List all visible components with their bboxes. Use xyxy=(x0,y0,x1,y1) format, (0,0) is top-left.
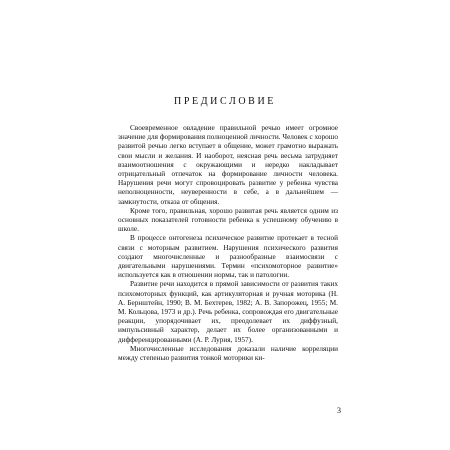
body-text xyxy=(118,124,338,363)
paragraph-1: Своевременное овладение правильной речью имеет огромное значение для формирования полноценной личности. Человек с хорошо развитой речью легко вступает в общение, может грамотно выражать свои мысли и желания. И наоборот, неясная речь весьма затрудняет взаимоотношения с окружающими и нередко накладывает отрицательный отпечаток на формирование личности человека. Нарушения речи могут спровоцировать развитие у ребенка чувства неполноценности, неуверенности в себе, а в дальнейшем — замкнутости, отказа от общения. xyxy=(118,124,338,206)
paragraph-2: Кроме того, правильная, хорошо развитая речь является одним из основных показателей готовности ребенка к успешному обучению в школе. xyxy=(118,206,338,234)
page-number: 3 xyxy=(337,406,341,415)
paragraph-4: Развитие речи находится в прямой зависимости от развития таких психомоторных функций, как артикуляторная и ручная моторика (Н. А. Бернштейн, 1990; В. М. Бехтерев, 1982; А. В. Запорожец, 1955; М. М. Кольцова, 1973 и др.). Речь ребенка, сопровождая его двигательные реакции, упорядочивает их, преодолевает их диффузный, импульсивный характер, делает их более организованными и дифференцированными (А. Р. Лурия, 1957). xyxy=(118,280,338,344)
paragraph-3: В процессе онтогенеза психическое развитие протекает в тесной связи с моторным развитием. Нарушения психического развития создают многочисленные и разнообразные взаимосвязи с двигательными нарушениями. Термин «психомоторное развитие» используется как в отношении нормы, так и патологии. xyxy=(118,234,338,280)
page-heading: ПРЕДИСЛОВИЕ xyxy=(174,96,276,107)
paragraph-5: Многочисленные исследования доказали наличие корреляции между степенью развития тонкой моторики ки- xyxy=(118,344,338,363)
